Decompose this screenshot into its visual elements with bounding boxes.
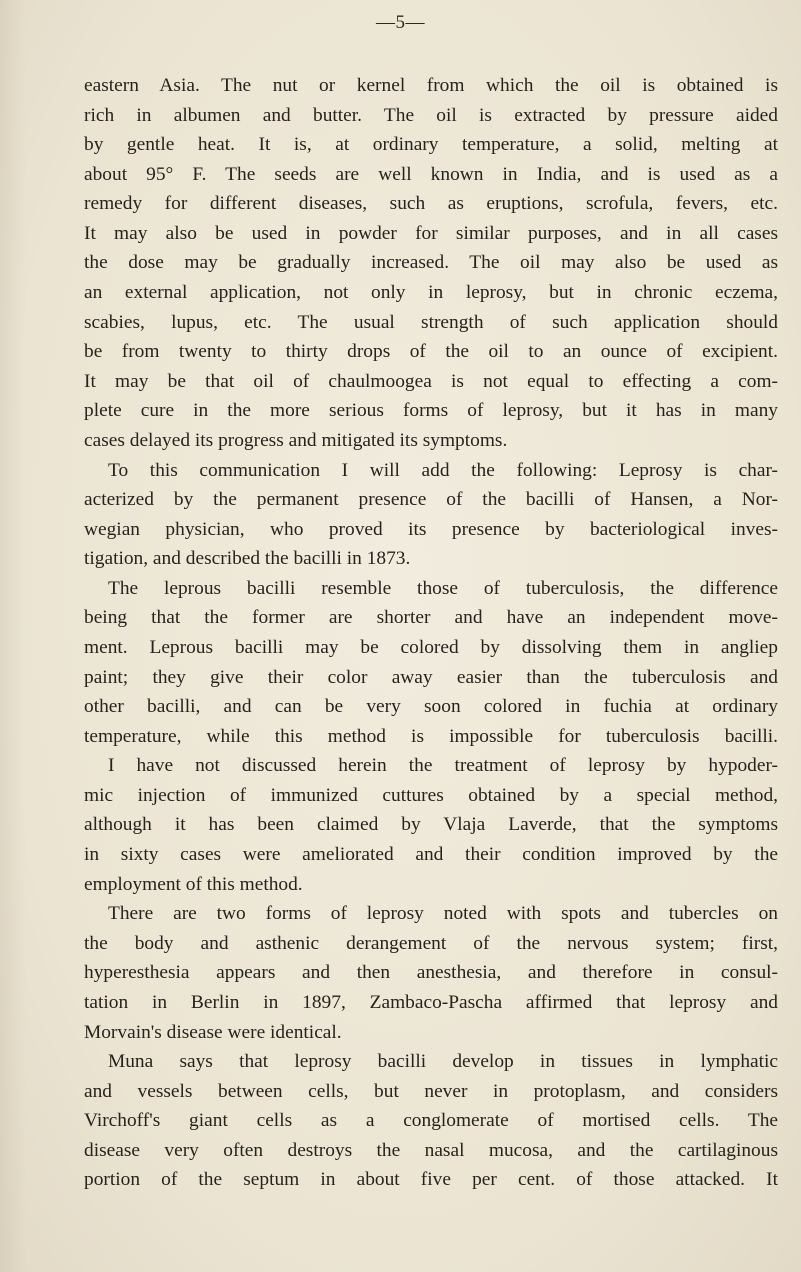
text-line: There are two forms of leprosy noted with spots and tubercles on — [108, 903, 778, 925]
text-line: other bacilli, and can be very soon colored in fuchia at ordinary — [84, 696, 778, 718]
text-line: tation in Berlin in 1897, Zambaco-Pascha affirmed that leprosy and — [84, 991, 778, 1013]
text-line: It may be that oil of chaulmoogea is not equal to effecting a com- — [84, 370, 778, 392]
text-line: eastern Asia. The nut or kernel from which the oil is obtained is — [84, 75, 778, 96]
text-line: tigation, and described the bacilli in 1873. — [84, 548, 411, 570]
text-line: employment of this method. — [84, 873, 303, 895]
text-line: temperature, while this method is impossible for tuberculosis bacilli. — [84, 725, 778, 747]
text-line: ment. Leprous bacilli may be colored by dissolving them in angliер — [84, 636, 778, 658]
text-line: portion of the septum in about five per cent. of those attacked. It — [84, 1169, 778, 1191]
text-line: disease very often destroys the nasal mucosa, and the cartilaginous — [84, 1139, 778, 1161]
text-line: mic injection of immunized cuttures obtained by a special method, — [84, 784, 778, 806]
text-line: rich in albumen and butter. The oil is extracted by pressure aided — [84, 104, 778, 126]
text-line: The leprous bacilli resemble those of tuberculosis, the difference — [108, 577, 778, 599]
text-line: Muna says that leprosy bacilli develop in tissues in lymphatic — [108, 1051, 778, 1073]
text-line: I have not discussed herein the treatment of leprosy by hypoder- — [108, 755, 778, 777]
text-line: wegian physician, who proved its presence by bacteriological inves- — [84, 518, 778, 540]
text-line: Virchoff's giant cells as a conglomerate of mortised cells. The — [84, 1110, 778, 1132]
text-line: hyperesthesia appears and then anesthesia, and therefore in consul- — [84, 962, 778, 984]
text-line: scabies, lupus, etc. The usual strength of such application should — [84, 311, 778, 333]
text-line: being that the former are shorter and have an independent move- — [84, 607, 778, 629]
text-line: the body and asthenic derangement of the nervous system; first, — [84, 932, 778, 954]
text-line: To this communication I will add the following: Leprosy is char- — [108, 459, 778, 481]
text-line: It may also be used in powder for similar purposes, and in all cases — [84, 222, 778, 244]
text-line: an external application, not only in leprosy, but in chronic eczema, — [84, 282, 778, 304]
body-text — [84, 71, 778, 1195]
text-line: acterized by the permanent presence of the bacilli of Hansen, a Nor- — [84, 489, 778, 511]
text-line: be from twenty to thirty drops of the oil to an ounce of excipient. — [84, 341, 778, 363]
page-number: —5— — [376, 12, 425, 33]
text-line: plete cure in the more serious forms of leprosy, but it has in many — [84, 400, 778, 422]
text-line: in sixty cases were ameliorated and their condition improved by the — [84, 844, 778, 866]
text-line: remedy for different diseases, such as eruptions, scrofula, fevers, etc. — [84, 193, 778, 215]
text-line: by gentle heat. It is, at ordinary temperature, a solid, melting at — [84, 134, 778, 156]
text-line: paint; they give their color away easier than the tuberculosis and — [84, 666, 778, 688]
text-line: Morvain's disease were identical. — [84, 1021, 342, 1043]
text-line: the dose may be gradually increased. The oil may also be used as — [84, 252, 778, 274]
text-line: about 95° F. The seeds are well known in India, and is used as a — [84, 163, 778, 185]
text-line: and vessels between cells, but never in protoplasm, and considers — [84, 1080, 778, 1102]
text-line: cases delayed its progress and mitigated its symptoms. — [84, 429, 508, 451]
text-line: although it has been claimed by Vlaja Laverde, that the symptoms — [84, 814, 778, 836]
